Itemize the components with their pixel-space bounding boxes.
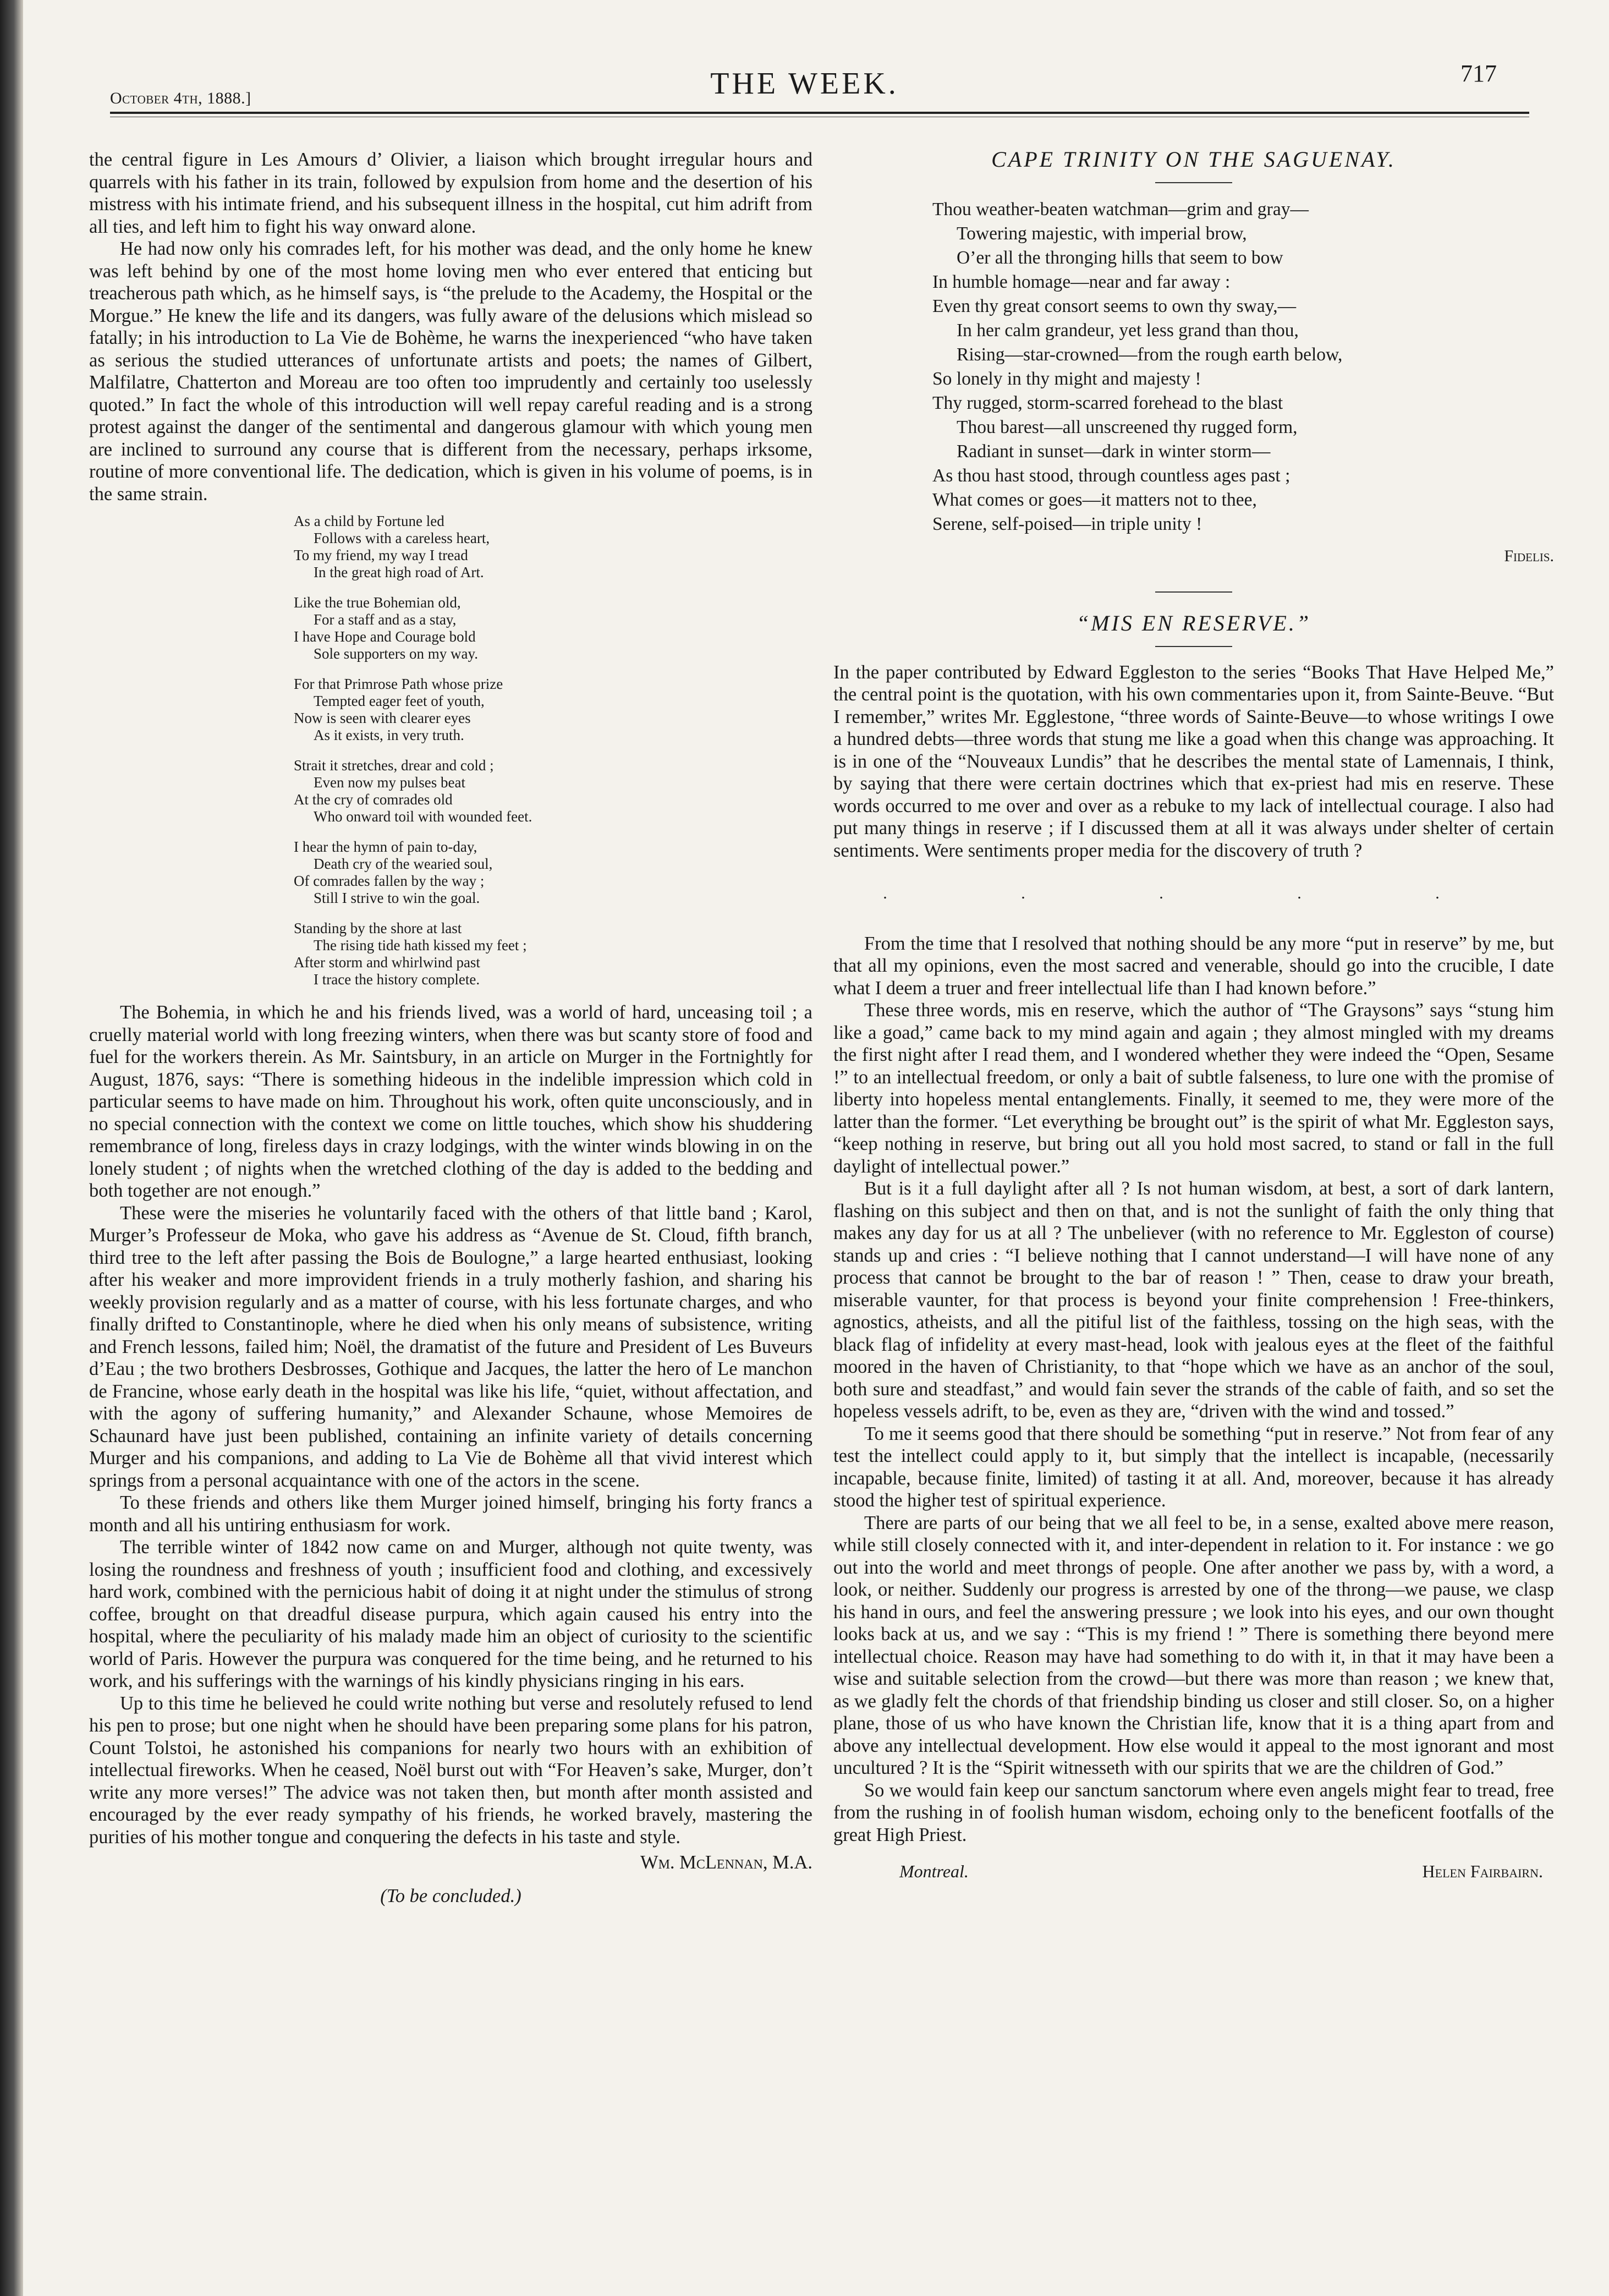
- poem-line: Even thy great consort seems to own thy sway,—: [932, 295, 1297, 316]
- paragraph: These three words, mis en reserve, which the author of “The Graysons” says “stung him like a goad,” came back to my mind again and again ; they almost mingled with my dreams the first night after I read them, and I wondered whether they were indeed the “Open, Sesame !” to an intellectual freedom, or only a bait of subtle falseness, to lure one with the promise of liberty into hopeless mental entanglements. Finally, it seemed to me, they were more of the latter than the former. “Let everything be brought out” is the spirit of what Mr. Eggleston says, “keep nothing in reserve, but bring out all you hold most sacred, to stand or fall in the full daylight of intellectual power.”: [833, 1000, 1554, 1177]
- author-signature: Wm. McLennan, M.A.: [640, 1852, 812, 1873]
- paragraph: He had now only his comrades left, for his mother was dead, and the only home he knew was left behind by one of the most home loving men who ever entered that enticing but treacherous path which, as he himself says, is “the prelude to the Academy, the Hospital or the Morgue.” He knew the life and its dangers, was fully aware of the delusions which mislead so fatally; in his introduction to La Vie de Bohème, he warns the inexperienced “who have taken as serious the studied utterances of unfortunate artists and poets; the names of Gilbert, Malfilatre, Chatterton and Moreau are too often too imprudently and certainly too uselessly quoted.” In fact the whole of this introduction will well repay careful reading and is a strong protest against the danger of the sentimental and dangerous glamour with which young men are inclined to surround any course that is different from the necessary, perhaps irksome, routine of more conventional life. The dedication, which is given in his volume of poems, is in the same strain.: [89, 238, 812, 505]
- poem-line: In the great high road of Art.: [314, 564, 484, 580]
- poem-stanza: [294, 676, 812, 744]
- poem-line: Thou barest—all unscreened thy rugged form,: [957, 417, 1298, 437]
- paragraph: Up to this time he believed he could write nothing but verse and resolutely refused to lend his pen to prose; but one night when he should have been preparing some plans for his patron, Count Tolstoi, he astonished his companions for nearly two hours with an exhibition of intellectual fireworks. When he ceased, Noël burst out with “For Heaven’s sake, Murger, don’t write any more verses!” The advice was not taken then, but month after month assisted and encouraged by the ever ready sympathy of his friends, he worked bravely, mastering the purities of his mother tongue and conquering the defects in his taste and style.: [89, 1692, 812, 1848]
- poem-line: Thou weather-beaten watchman—grim and gray—: [932, 199, 1309, 220]
- poem-line: I hear the hymn of pain to-day,: [294, 839, 477, 855]
- paragraph: The Bohemia, in which he and his friends lived, was a world of hard, unceasing toil ; a cruelly material world with long freezing winters, when there was but scanty store of food and fuel for the workers therein. As Mr. Saintsbury, in an article on Murger in the Fortnightly for August, 1876, says: “There is something hideous in the indelible impression which cold in particular seems to have made on him. Throughout his work, often quite unconsciously, and in no special connection with the context we come on little touches, which show his shuddering remembrance of long, fireless days in crazy lodgings, with the winter winds blowing in on the lonely student ; of nights when the wretched clothing of the day is added to the bedding and both together are not enough.”: [89, 1002, 812, 1201]
- poem-line: For a staff and as a stay,: [314, 611, 457, 628]
- poem-line: I have Hope and Courage bold: [294, 628, 476, 645]
- section-rule: [1155, 591, 1232, 593]
- poem-line: In her calm grandeur, yet less grand than thou,: [957, 320, 1299, 341]
- paragraph: The terrible winter of 1842 now came on and Murger, although not quite twenty, was losing the roundness and freshness of youth ; insufficient food and clothing, and excessively hard work, combined with the pernicious habit of doing it at night under the stimulus of strong coffee, brought on that dreadful disease purpura, which again caused his entry into the hospital, where the peculiarity of his malady made him an object of curiosity to the scientific world of Paris. However the purpura was conquered for the time being, and he returned to his work, and his sufferings with the warnings of his kindly physicians ringing in his ears.: [89, 1537, 812, 1691]
- poem-line: Death cry of the wearied soul,: [314, 856, 493, 872]
- poem-line: The rising tide hath kissed my feet ;: [314, 937, 527, 954]
- poem-line: For that Primrose Path whose prize: [294, 676, 503, 692]
- dedication-poem: [294, 513, 812, 988]
- poem-line: O’er all the thronging hills that seem to bow: [957, 247, 1283, 268]
- poem-line: To my friend, my way I tread: [294, 547, 468, 563]
- poem-line: After storm and whirlwind past: [294, 954, 480, 971]
- header-rule: [110, 112, 1529, 114]
- paragraph: From the time that I resolved that nothing should be any more “put in reserve” by me, but that all my opinions, even the most sacred and venerable, should go into the crucible, I date what I deem a truer and freer intellectual life than I had known before.”: [833, 933, 1554, 999]
- poem-line: So lonely in thy might and majesty !: [932, 368, 1201, 389]
- masthead-title: THE WEEK.: [710, 67, 899, 101]
- paragraph: In the paper contributed by Edward Eggleston to the series “Books That Have Helped Me,” the central point is the quotation, with his own commentaries upon it, from Sainte-Beuve. “But I remember,” writes Mr. Egglestone, “three words of Sainte-Beuve—to whose writings I owe a hundred debts—three words that stung me like a goad when this change was approaching. It is in one of the “Nouveaux Lundis” that he describes the mental state of Lamennais, I think, by saying that there were certain doctrines which that ex-priest had mis en reserve. These words occurred to me over and over as a rebuke to my lack of intellectual courage. I also had put many things in reserve ; if I discussed them at all it was always under shelter of certain sentiments. Were sentiments proper media for the discovery of truth ?: [833, 661, 1554, 861]
- signature-name: Helen Fairbairn.: [1422, 1861, 1543, 1881]
- poem-line: As it exists, in very truth.: [314, 727, 464, 743]
- poem-stanza: [294, 920, 812, 988]
- essay-signature: [833, 1860, 1554, 1883]
- poem-line: Like the true Bohemian old,: [294, 594, 461, 611]
- poem-line: Now is seen with clearer eyes: [294, 710, 471, 726]
- poem-line: Tempted eager feet of youth,: [314, 693, 485, 709]
- poem-line: Standing by the shore at last: [294, 920, 462, 936]
- paragraph: So we would fain keep our sanctum sanctorum where even angels might fear to tread, free from the rushing in of foolish human wisdom, echoing only to the beneficent footfalls of the great High Priest.: [833, 1779, 1554, 1845]
- poem-line: Towering majestic, with imperial brow,: [957, 223, 1247, 244]
- poem-line: Even now my pulses beat: [314, 774, 465, 791]
- header-date: October 4th, 1888.]: [110, 89, 251, 107]
- poem-line: As thou hast stood, through countless ages past ;: [932, 465, 1291, 486]
- paragraph: To me it seems good that there should be something “put in reserve.” Not from fear of any test the intellect could apply to it, but simply that the intellect is incapable, (necessarily incapable, because finite, limited) of tasting it at all. And, moreover, because it has already stood the higher test of spiritual experience.: [833, 1423, 1554, 1511]
- poem-line: Thy rugged, storm-scarred forehead to the blast: [932, 392, 1283, 413]
- poem-line: Still I strive to win the goal.: [314, 890, 480, 906]
- title-rule: [1155, 646, 1232, 647]
- poem-stanza: [294, 513, 812, 581]
- poem-stanza: [294, 839, 812, 907]
- page-number: 717: [1460, 60, 1497, 87]
- paragraph: But is it a full daylight after all ? Is not human wisdom, at best, a sort of dark lantern, flashing on this subject and then on that, and is not the sunlight of faith the only thing that makes any day for us at all ? The unbeliever (with no reference to Mr. Eggleston of course) stands up and cries : “I believe nothing that I cannot understand—I will have none of any process that cannot be brought to the bar of reason ! ” Then, cease to draw your breath, miserable vaunter, for that process is beyond your finite comprehension ! Free-thinkers, agnostics, atheists, and all the pitiful list of the faithless, tossing on the high seas, with the black flag of infidelity at every mast-head, look with jealous eyes at the fleet of the faithful moored in the haven of Christianity, to that “hope which we have as an anchor of the soul, both sure and steadfast,” and would fain sever the strands of the cable of faith, and so set the hopeless vessels adrift, to be, even as they are, “driven with the wind and tossed.”: [833, 1178, 1554, 1422]
- left-column: [89, 149, 812, 1907]
- poem-line: Radiant in sunset—dark in winter storm—: [957, 441, 1271, 462]
- poem-line: Strait it stretches, drear and cold ;: [294, 757, 494, 774]
- poem-line: What comes or goes—it matters not to thee,: [932, 489, 1257, 510]
- to-be-concluded-note: (To be concluded.): [380, 1885, 521, 1906]
- right-column: [833, 149, 1554, 1883]
- poem-line: Rising—star-crowned—from the rough earth below,: [957, 344, 1343, 365]
- poem-stanza: [294, 757, 812, 825]
- paragraph: To these friends and others like them Murger joined himself, bringing his forty francs a month and all his untiring enthusiasm for work.: [89, 1492, 812, 1536]
- paragraph: the central figure in Les Amours d’ Olivier, a liaison which brought irregular hours and quarrels with his father in its train, followed by expulsion from home and the desertion of his mistress with his intimate friend, and his subsequent illness in the hospital, cut him adrift from all ties, and left him to fight his way onward alone.: [89, 149, 812, 237]
- poem-line: Serene, self-poised—in triple unity !: [932, 513, 1202, 534]
- poem-line: I trace the history complete.: [314, 971, 480, 988]
- poem-line: Of comrades fallen by the way ;: [294, 873, 485, 889]
- page-binding-shadow: [0, 0, 23, 2296]
- poem-line: At the cry of comrades old: [294, 791, 453, 808]
- poem-signature: Fidelis.: [1504, 546, 1554, 565]
- poem-line: Who onward toil with wounded feet.: [314, 808, 532, 825]
- essay-title: “MIS EN RESERVE.”: [1076, 611, 1311, 635]
- poem-title: CAPE TRINITY ON THE SAGUENAY.: [991, 147, 1396, 172]
- poem-line: As a child by Fortune led: [294, 513, 444, 529]
- paragraph: There are parts of our being that we all feel to be, in a sense, exalted above mere reason, while still closely connected with it, and inter-dependent in relation to it. For instance : we go out into the world and meet throngs of people. One after another we pass by, with a word, a look, or neither. Suddenly our progress is arrested by one of the throng—we pause, we clasp his hand in ours, and feel the answering pressure ; we look into his eyes, and our own thought looks back at us, and we say : “This is my friend ! ” There is something there beyond mere intellectual choice. Reason may have had something to do with it, in that it may have been a wise and suitable selection from the crowd—but there was more than reason ; we knew that, as we gladly felt the chords of that friendship binding us closer and still closer. So, on a higher plane, those of us who have known the Christian life, know that it is a thing apart from and above any intellectual development. How else would it appeal to the most ignorant and most uncultured ? It is the “Spirit witnesseth with our spirits that we are the children of God.”: [833, 1512, 1554, 1778]
- paragraph: These were the miseries he voluntarily faced with the others of that little band ; Karol, Murger’s Professeur de Moka, who gave his address as “Avenue de St. Cloud, fifth branch, third tree to the left after passing the Bois de Boulogne,” a large hearted enthusiast, looking after his weaker and more improvident friends in a truly motherly fashion, and sharing his weekly provision regularly and as a matter of course, with his less fortunate charges, and who finally drifted to Constantinople, where he died when his only means of subsistence, writing and French lessons, failed him; Noël, the dramatist of the future and President of Les Buveurs d’Eau ; the two brothers Desbrosses, Gothique and Jacques, the latter the hero of Le manchon de Francine, whose early death in the hospital was like his life, “quiet, without affectation, and with the agony of suffering humanity,” and Alexander Schaune, whose Memoires de Schaunard have just been published, containing an infinite variety of details concerning Murger and his companions, and adding to La Vie de Bohème all that vivid interest which springs from a personal acquaintance with one of the actors in the scene.: [89, 1202, 812, 1491]
- poem-line: Sole supporters on my way.: [314, 645, 478, 662]
- ellipsis-dots: . . . . .: [883, 884, 1504, 902]
- poem-line: Follows with a careless heart,: [314, 530, 490, 546]
- signature-place: Montreal.: [899, 1861, 969, 1881]
- poem-line: In humble homage—near and far away :: [932, 271, 1231, 292]
- title-rule: [1155, 182, 1232, 183]
- poem-stanza: [294, 594, 812, 662]
- sonnet: [932, 198, 1554, 536]
